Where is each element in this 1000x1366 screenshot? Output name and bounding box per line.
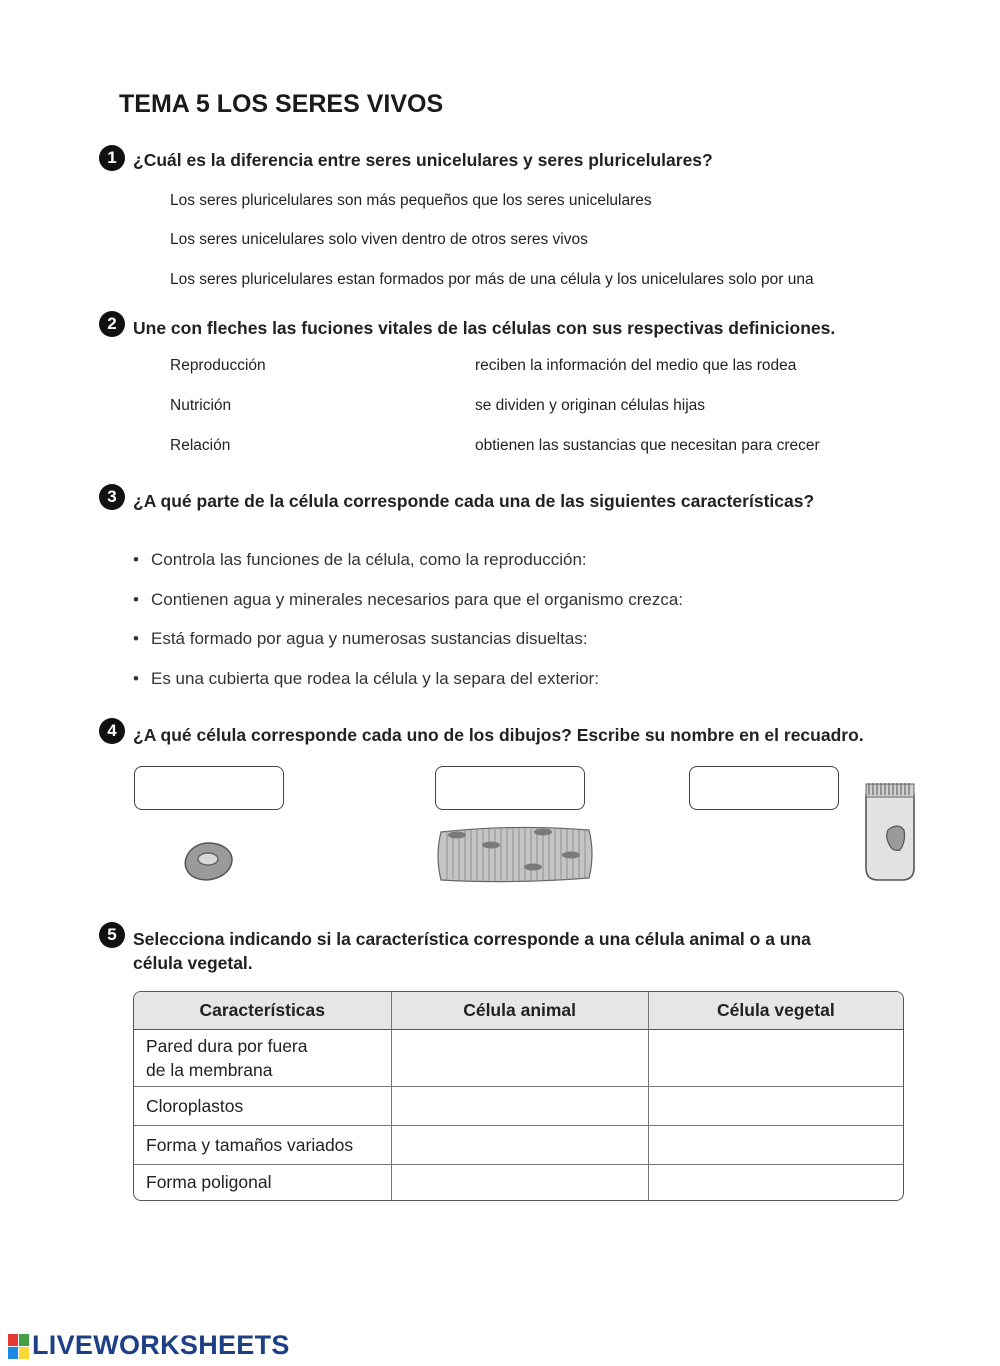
cell-vegetal-answer[interactable] xyxy=(649,1165,903,1200)
question-5-text xyxy=(133,927,811,975)
row-label: Cloroplastos xyxy=(134,1087,392,1126)
question-3-item xyxy=(133,669,599,689)
row-label-line-2: de la membrana xyxy=(146,1060,273,1080)
question-1-text: ¿Cuál es la diferencia entre seres unicelulares y seres pluricelulares? xyxy=(133,150,713,170)
cell-animal-answer[interactable] xyxy=(392,1165,649,1200)
logo-text: LIVEWORKSHEETS xyxy=(32,1330,290,1360)
question-3-item-text: Controla las funciones de la célula, como la reproducción: xyxy=(151,550,587,569)
question-3-number: 3 xyxy=(99,484,125,510)
question-3-item xyxy=(133,550,587,570)
table-header-caracteristicas: Características xyxy=(134,992,392,1030)
question-3-item xyxy=(133,590,683,610)
cell-animal-answer[interactable] xyxy=(392,1030,649,1087)
answer-box-1[interactable] xyxy=(134,766,284,810)
question-3-item-text: Está formado por agua y numerosas sustancias disueltas: xyxy=(151,629,588,648)
page-title: TEMA 5 LOS SERES VIVOS xyxy=(119,90,444,118)
question-5-line-1: Selecciona indicando si la característica corresponde a una célula animal o a una xyxy=(133,929,811,949)
cell-vegetal-answer[interactable] xyxy=(649,1126,903,1165)
cell-vegetal-answer[interactable] xyxy=(649,1030,903,1087)
cell-egg-icon xyxy=(180,838,236,884)
match-right-1[interactable]: reciben la información del medio que las rodea xyxy=(475,357,797,374)
question-5-line-2: célula vegetal. xyxy=(133,953,253,973)
match-right-2[interactable]: se dividen y originan células hijas xyxy=(475,397,706,414)
question-4-number: 4 xyxy=(99,718,125,744)
question-3-item xyxy=(133,629,588,649)
answer-box-3[interactable] xyxy=(689,766,839,810)
match-left-relacion[interactable]: Relación xyxy=(170,437,231,454)
row-label-line-1: Pared dura por fuera xyxy=(146,1036,308,1056)
table-row xyxy=(134,1126,903,1165)
cell-vegetal-answer[interactable] xyxy=(649,1087,903,1126)
row-label xyxy=(134,1030,392,1087)
question-1-number: 1 xyxy=(99,145,125,171)
question-3-text: ¿A qué parte de la célula corresponde cada una de las siguientes características? xyxy=(133,491,815,511)
question-1-option-3[interactable]: Los seres pluricelulares estan formados por más de una célula y los unicelulares solo por una xyxy=(170,271,814,288)
match-right-3[interactable]: obtienen las sustancias que necesitan para crecer xyxy=(475,437,820,454)
table-row xyxy=(134,1165,903,1200)
question-4-text: ¿A qué célula corresponde cada uno de los dibujos? Escribe su nombre en el recuadro. xyxy=(133,725,864,745)
bullet-dot: • xyxy=(133,550,139,569)
match-left-reproduccion[interactable]: Reproducción xyxy=(170,357,266,374)
bullet-dot: • xyxy=(133,629,139,648)
row-label: Forma poligonal xyxy=(134,1165,392,1200)
characteristics-table xyxy=(133,991,904,1201)
table-row xyxy=(134,1030,903,1087)
bullet-dot: • xyxy=(133,669,139,688)
table-header-celula-animal: Célula animal xyxy=(392,992,649,1030)
epithelial-cell-icon xyxy=(860,780,920,886)
question-3-item-text: Es una cubierta que rodea la célula y la separa del exterior: xyxy=(151,669,599,688)
question-5-number: 5 xyxy=(99,922,125,948)
question-1-option-1[interactable]: Los seres pluricelulares son más pequeños que los seres unicelulares xyxy=(170,192,652,209)
liveworksheets-logo-icon xyxy=(8,1334,30,1360)
cell-animal-answer[interactable] xyxy=(392,1126,649,1165)
question-3-item-text: Contienen agua y minerales necesarios para que el organismo crezca: xyxy=(151,590,684,609)
question-1-option-2[interactable]: Los seres unicelulares solo viven dentro de otros seres vivos xyxy=(170,231,588,248)
table-row xyxy=(134,1087,903,1126)
table-header-celula-vegetal: Célula vegetal xyxy=(649,992,903,1030)
bullet-dot: • xyxy=(133,590,139,609)
question-2-number: 2 xyxy=(99,311,125,337)
liveworksheets-logo xyxy=(8,1330,290,1361)
cell-animal-answer[interactable] xyxy=(392,1087,649,1126)
answer-box-2[interactable] xyxy=(435,766,585,810)
row-label: Forma y tamaños variados xyxy=(134,1126,392,1165)
match-left-nutricion[interactable]: Nutrición xyxy=(170,397,232,414)
question-2-text: Une con fleches las fuciones vitales de las células con sus respectivas definiciones. xyxy=(133,318,836,338)
muscle-fiber-icon xyxy=(433,822,595,886)
